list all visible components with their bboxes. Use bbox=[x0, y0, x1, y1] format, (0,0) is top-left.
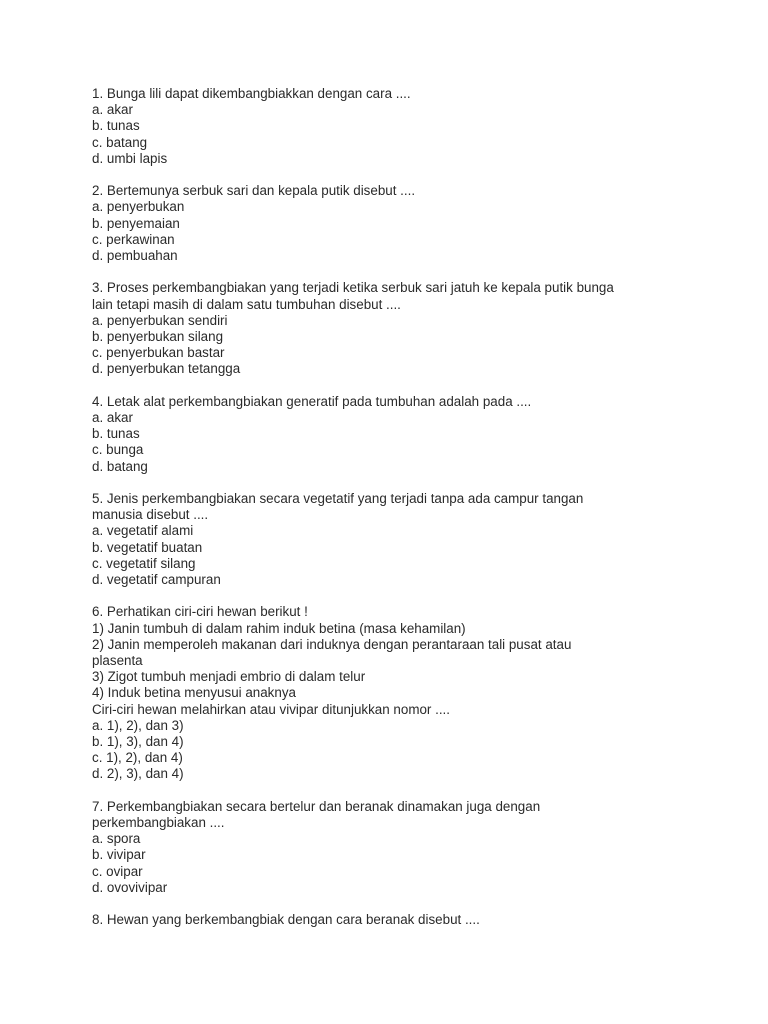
question-8 bbox=[92, 912, 692, 928]
answer-option: a. penyerbukan sendiri bbox=[92, 312, 228, 328]
question-1 bbox=[92, 86, 692, 167]
answer-option: d. vegetatif campuran bbox=[92, 572, 221, 588]
answer-option: c. perkawinan bbox=[92, 231, 175, 247]
question-text-line: manusia disebut .... bbox=[92, 507, 209, 523]
answer-option: a. akar bbox=[92, 102, 133, 118]
question-7 bbox=[92, 799, 692, 896]
answer-option: b. 1), 3), dan 4) bbox=[92, 734, 184, 750]
document-page bbox=[92, 86, 692, 945]
question-text-line: lain tetapi masih di dalam satu tumbuhan disebut .... bbox=[92, 296, 401, 312]
question-text: 4. Letak alat perkembangbiakan generatif pada tumbuhan adalah pada .... bbox=[92, 393, 532, 409]
question-text: 1. Bunga lili dapat dikembangbiakkan dengan cara .... bbox=[92, 86, 411, 101]
answer-option: b. tunas bbox=[92, 118, 140, 134]
question-text: 5. Jenis perkembangbiakan secara vegetatif yang terjadi tanpa ada campur tangan bbox=[92, 491, 584, 507]
answer-option: c. 1), 2), dan 4) bbox=[92, 750, 183, 766]
answer-option: a. akar bbox=[92, 410, 133, 426]
answer-option: b. tunas bbox=[92, 426, 140, 442]
question-text: 3. Proses perkembangbiakan yang terjadi ketika serbuk sari jatuh ke kepala putik bunga bbox=[92, 280, 614, 296]
question-text: 7. Perkembangbiakan secara bertelur dan beranak dinamakan juga dengan bbox=[92, 798, 541, 814]
answer-option: c. bunga bbox=[92, 442, 144, 458]
answer-option: a. penyerbukan bbox=[92, 199, 185, 215]
answer-option: a. vegetatif alami bbox=[92, 523, 194, 539]
answer-option: c. batang bbox=[92, 134, 148, 150]
answer-option: d. ovovivipar bbox=[92, 879, 168, 895]
answer-option: d. umbi lapis bbox=[92, 150, 168, 166]
question-6 bbox=[92, 604, 692, 782]
question-2 bbox=[92, 183, 692, 264]
answer-option: d. batang bbox=[92, 458, 148, 474]
question-text: 6. Perhatikan ciri-ciri hewan berikut ! bbox=[92, 604, 308, 620]
answer-option: a. spora bbox=[92, 831, 141, 847]
question-text-line: perkembangbiakan .... bbox=[92, 815, 225, 831]
answer-option: d. pembuahan bbox=[92, 248, 178, 264]
question-3 bbox=[92, 280, 692, 377]
question-text-line: 3) Zigot tumbuh menjadi embrio di dalam telur bbox=[92, 669, 366, 685]
question-text: 8. Hewan yang berkembangbiak dengan cara beranak disebut .... bbox=[92, 912, 480, 928]
question-text-line: plasenta bbox=[92, 653, 143, 669]
question-text-line: 2) Janin memperoleh makanan dari induknya dengan perantaraan tali pusat atau bbox=[92, 636, 572, 652]
answer-option: d. penyerbukan tetangga bbox=[92, 361, 241, 377]
question-text-line: Ciri-ciri hewan melahirkan atau vivipar ditunjukkan nomor .... bbox=[92, 701, 450, 717]
question-text-line: 4) Induk betina menyusui anaknya bbox=[92, 685, 296, 701]
question-4 bbox=[92, 394, 692, 475]
answer-option: c. vegetatif silang bbox=[92, 555, 196, 571]
answer-option: c. penyerbukan bastar bbox=[92, 345, 225, 361]
answer-option: b. vivipar bbox=[92, 847, 146, 863]
question-text: 2. Bertemunya serbuk sari dan kepala putik disebut .... bbox=[92, 183, 416, 199]
answer-option: d. 2), 3), dan 4) bbox=[92, 766, 184, 782]
answer-option: c. ovipar bbox=[92, 863, 143, 879]
answer-option: a. 1), 2), dan 3) bbox=[92, 717, 184, 733]
question-text-line: 1) Janin tumbuh di dalam rahim induk betina (masa kehamilan) bbox=[92, 620, 466, 636]
answer-option: b. penyerbukan silang bbox=[92, 329, 224, 345]
question-5 bbox=[92, 491, 692, 588]
answer-option: b. vegetatif buatan bbox=[92, 539, 203, 555]
answer-option: b. penyemaian bbox=[92, 215, 180, 231]
